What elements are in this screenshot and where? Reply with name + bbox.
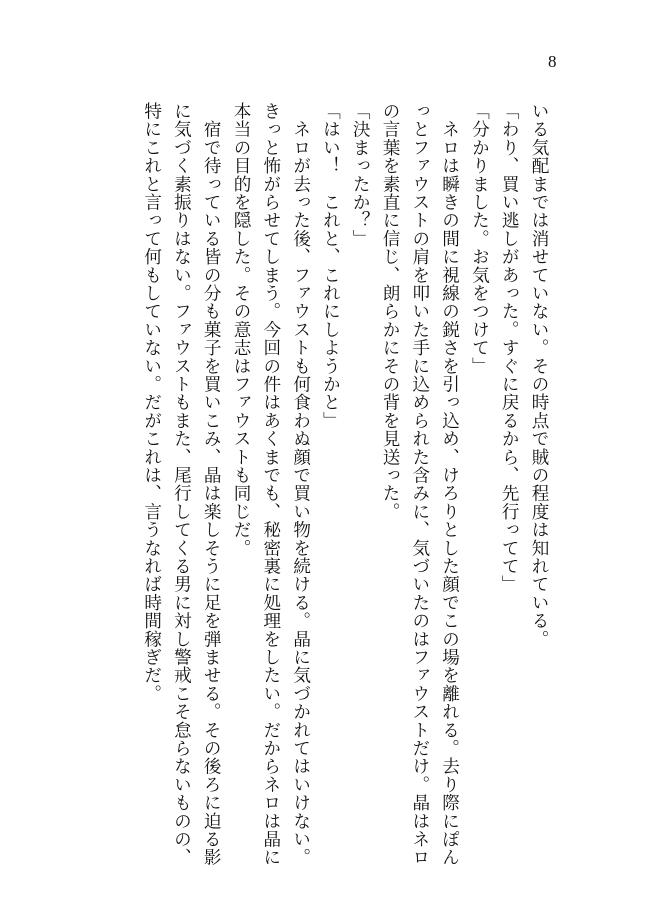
text-line: に気づく素振りはない。ファウストもまた、尾行してくる男に対し警戒こそ怠らないものの、 (171, 102, 192, 867)
body-text (136, 102, 553, 882)
text-line: の言葉を素直に信じ、朗らかにその背を見送った。 (380, 102, 401, 521)
text-line: いる気配までは消せていない。その時点で賊の程度は知れている。 (529, 102, 549, 648)
text-line: きっと怖がらせてしまう。今回の件はあくまでも、秘密裏に処理をしたい。だからネロは晶に (260, 102, 281, 867)
text-line: 「決まったか？」 (350, 102, 371, 248)
text-line: 本当の目的を隠した。その意志はファウストも同じだ。 (231, 102, 252, 557)
text-line: 「わり、買い逃しがあった。すぐに戻るから、先行ってて」 (499, 102, 520, 594)
text-line: 宿で待っている皆の分も菓子を買いこみ、晶は楽しそうに足を弾ませる。その後ろに迫る影 (201, 102, 222, 867)
page-number: 8 (548, 52, 557, 71)
text-line: 「はい！ これと、これにしようかと」 (320, 102, 341, 430)
text-line: 「分かりました。お気をつけて」 (469, 102, 490, 375)
text-line: ネロが去った後、ファウストも何食わぬ顔で買い物を続ける。晶に気づかれてはいけない。 (290, 102, 311, 867)
text-line: 特にこれと言って何もしていない。だがこれは、言うなれば時間稼ぎだ。 (141, 102, 162, 703)
text-line: ネロは瞬きの間に視線の鋭さを引っ込め、けろりとした顔でこの場を離れる。去り際にぽん (439, 102, 460, 867)
text-line: っとファウストの肩を叩いた手に込められた含みに、気づいたのはファウストだけ。晶はネロ (409, 102, 430, 867)
